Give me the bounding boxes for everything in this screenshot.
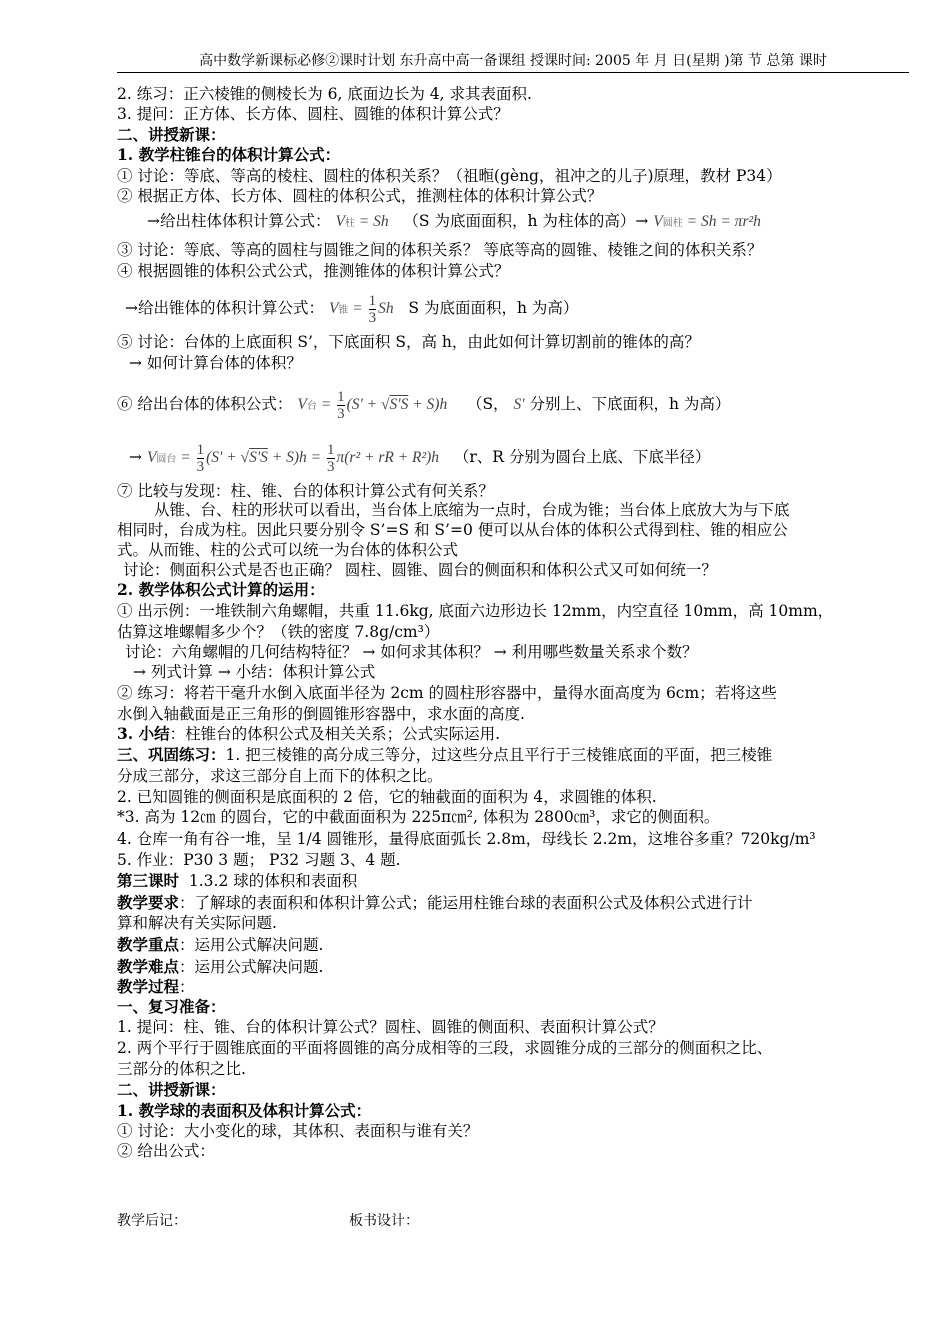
formula-line <box>117 442 710 475</box>
text-line: 2. 练习：正六棱锥的侧棱长为 6, 底面边长为 4, 求其表面积. <box>117 85 532 103</box>
lesson-label: 第三课时 <box>117 871 180 890</box>
text-line <box>117 957 323 977</box>
section-heading: 一、复习准备： <box>117 997 226 1016</box>
subsection-heading: 1. 教学球的表面积及体积计算公式： <box>117 1101 372 1120</box>
text-span: ：运用公式解决问题. <box>179 958 324 976</box>
arrow: → <box>129 448 142 467</box>
formula-v-zhui: V锥 = $\frac{1}{3}$ Sh <box>328 293 394 326</box>
formula-line <box>117 211 761 234</box>
text-line: ① 讨论：大小变化的球，其体积、表面积与谁有关？ <box>117 1122 479 1140</box>
formula-v-yuanzhu: V圆柱 = Sh = πr²h <box>653 213 761 230</box>
formula-note: 分别上、下底面积，h 为高） <box>529 395 731 414</box>
text-line: ② 给出公式： <box>117 1142 215 1160</box>
subsection-heading: 1. 教学柱锥台的体积计算公式： <box>117 145 341 164</box>
text-line: 2. 两个平行于圆锥底面的平面将圆锥的高分成相等的三段，求圆锥分成的三部分的侧面积之比、 <box>117 1039 773 1057</box>
label-bold: 教学过程 <box>117 977 180 996</box>
text-line: 3. 提问：正方体、长方体、圆柱、圆锥的体积计算公式？ <box>117 105 509 123</box>
label-bold: 3. 小结 <box>117 724 170 743</box>
text-span: ：了解球的表面积和体积计算公式；能运用柱锥台球的表面积公式及体积公式进行计 <box>179 894 753 912</box>
text-line: ⑦ 比较与发现：柱、锥、台的体积计算公式有何关系？ <box>117 482 494 500</box>
text-line: 讨论：六角螺帽的几何结构特征？ → 如何求其体积？ → 利用哪些数量关系求个数？ <box>125 643 698 661</box>
formula-note: （S， <box>466 395 509 414</box>
text-line: 1. 提问：柱、锥、台的体积计算公式？圆柱、圆锥的侧面积、表面积计算公式？ <box>117 1018 664 1036</box>
text-line: → 如何计算台体的体积？ <box>129 354 302 372</box>
section-heading: 二、讲授新课： <box>117 1080 226 1099</box>
subsection-heading: 2. 教学体积公式计算的运用： <box>117 580 325 599</box>
text-line: ⑤ 讨论：台体的上底面积 S’，下底面积 S，高 h，由此如何计算切割前的锥体的高？ <box>117 333 700 351</box>
text-line <box>117 724 500 744</box>
formula-s-prime: S' <box>513 396 525 414</box>
text-span: ：运用公式解决问题. <box>179 936 324 954</box>
text-line: 水倒入轴截面是正三角形的倒圆锥形容器中，求水面的高度. <box>117 705 525 723</box>
text-line: ③ 讨论：等底、等高的圆柱与圆锥之间的体积关系？ 等底等高的圆锥、棱锥之间的体积关系？ <box>117 241 763 259</box>
text-line: 三部分的体积之比. <box>117 1060 246 1078</box>
footer-notes-label: 教学后记： <box>117 1213 187 1229</box>
label-bold: 教学重点 <box>117 935 180 954</box>
formula-intro: ⑥ 给出台体的体积公式： <box>117 395 293 414</box>
text-line: ① 出示例：一堆铁制六角螺帽，共重 11.6kg, 底面六边形边长 12mm，内空直径 10mm，高 10mm， <box>117 602 834 620</box>
text-line <box>117 871 357 891</box>
label-bold: 教学要求 <box>117 893 180 912</box>
text-line: 估算这堆螺帽多少个？（铁的密度 7.8g/cm³） <box>117 623 440 641</box>
text-line: ② 根据正方体、长方体、圆柱的体积公式，推测柱体的体积计算公式？ <box>117 187 603 205</box>
text-line: 讨论：侧面积公式是否也正确？ 圆柱、圆锥、圆台的侧面积和体积公式又可如何统一？ <box>123 561 717 579</box>
text-line: ② 练习：将若干毫升水倒入底面半径为 2cm 的圆柱形容器中，量得水面高度为 6cm；若将这些 <box>117 684 777 702</box>
formula-note: S 为底面面积，h 为高） <box>408 299 579 318</box>
text-line: → 列式计算 → 小结：体积计算公式 <box>133 663 376 681</box>
lesson-title: 1.3.2 球的体积和表面积 <box>188 872 358 890</box>
text-line: 相同时，台成为柱。因此只要分别令 S’=S 和 S’=0 便可以从台体的体积公式得到柱、锥的相应公 <box>117 521 788 539</box>
text-span: ：柱锥台的体积公式及相关关系；公式实际运用. <box>169 725 501 743</box>
text-line <box>117 745 772 765</box>
formula-v-yuantai: V圆台 = $\frac{1}{3}$ (S' + √S'S + S)h = $\frac{1}{3}$ π(r² + rR + R²)h <box>146 442 440 475</box>
formula-note: （r、R 分别为圆台上底、下底半径） <box>453 448 711 467</box>
text-line: 分成三部分，求这三部分自上而下的体积之比。 <box>117 767 443 785</box>
page-header: 高中数学新课标必修②课时计划 东升高中高一备课组 授课时间: 2005 年 月 日(星期 )第 节 总第 课时 <box>117 50 909 73</box>
text-span: ： <box>179 978 195 996</box>
text-span: 1. 把三棱锥的高分成三等分，过这些分点且平行于三棱锥底面的平面，把三棱锥 <box>225 746 773 764</box>
text-line: 2. 已知圆锥的侧面积是底面积的 2 倍，它的轴截面的面积为 4，求圆锥的体积. <box>117 788 657 806</box>
text-line: 5. 作业：P30 3 题； P32 习题 3、4 题. <box>117 851 401 869</box>
section-heading: 二、讲授新课： <box>117 125 226 144</box>
formula-line <box>117 293 578 326</box>
text-line: ④ 根据圆锥的体积公式公式，推测锥体的体积计算公式？ <box>117 262 510 280</box>
text-line: *3. 高为 12㎝ 的圆台，它的中截面面积为 225π㎝², 体积为 2800㎝³，求它的侧面积。 <box>117 808 720 826</box>
text-line: 式。从而锥、柱的公式可以统一为台体的体积公式 <box>117 541 459 559</box>
text-line: 算和解决有关实际问题. <box>117 914 277 932</box>
text-line: 从锥、台、柱的形状可以看出，当台体上底缩为一点时，台成为锥；当台体上底放大为与下底 <box>154 501 790 519</box>
text-line: 4. 仓库一角有谷一堆，呈 1/4 圆锥形，量得底面弧长 2.8m，母线长 2.2m，这堆谷多重？720kg/m³ <box>117 830 816 848</box>
label-bold: 教学难点 <box>117 957 180 976</box>
formula-v-zhu: V柱 = Sh <box>335 213 389 230</box>
formula-intro: →给出柱体体积计算公式： <box>147 212 331 230</box>
footer-board-label: 板书设计： <box>349 1213 419 1229</box>
text-line: ① 讨论：等底、等高的棱柱、圆柱的体积关系？（祖暅(gèng，祖冲之的儿子)原理，教材 P34） <box>117 167 782 185</box>
text-line <box>117 935 323 955</box>
section-heading: 三、巩固练习： <box>117 745 226 764</box>
text-line <box>117 893 753 913</box>
formula-line <box>117 389 730 422</box>
formula-note: （S 为底面面积，h 为柱体的高）→ <box>403 212 649 230</box>
text-line <box>117 977 195 997</box>
formula-v-tai: V台 = $\frac{1}{3}$ (S' + √S'S + S)h <box>297 389 448 422</box>
formula-intro: →给出锥体的体积计算公式： <box>125 299 324 318</box>
